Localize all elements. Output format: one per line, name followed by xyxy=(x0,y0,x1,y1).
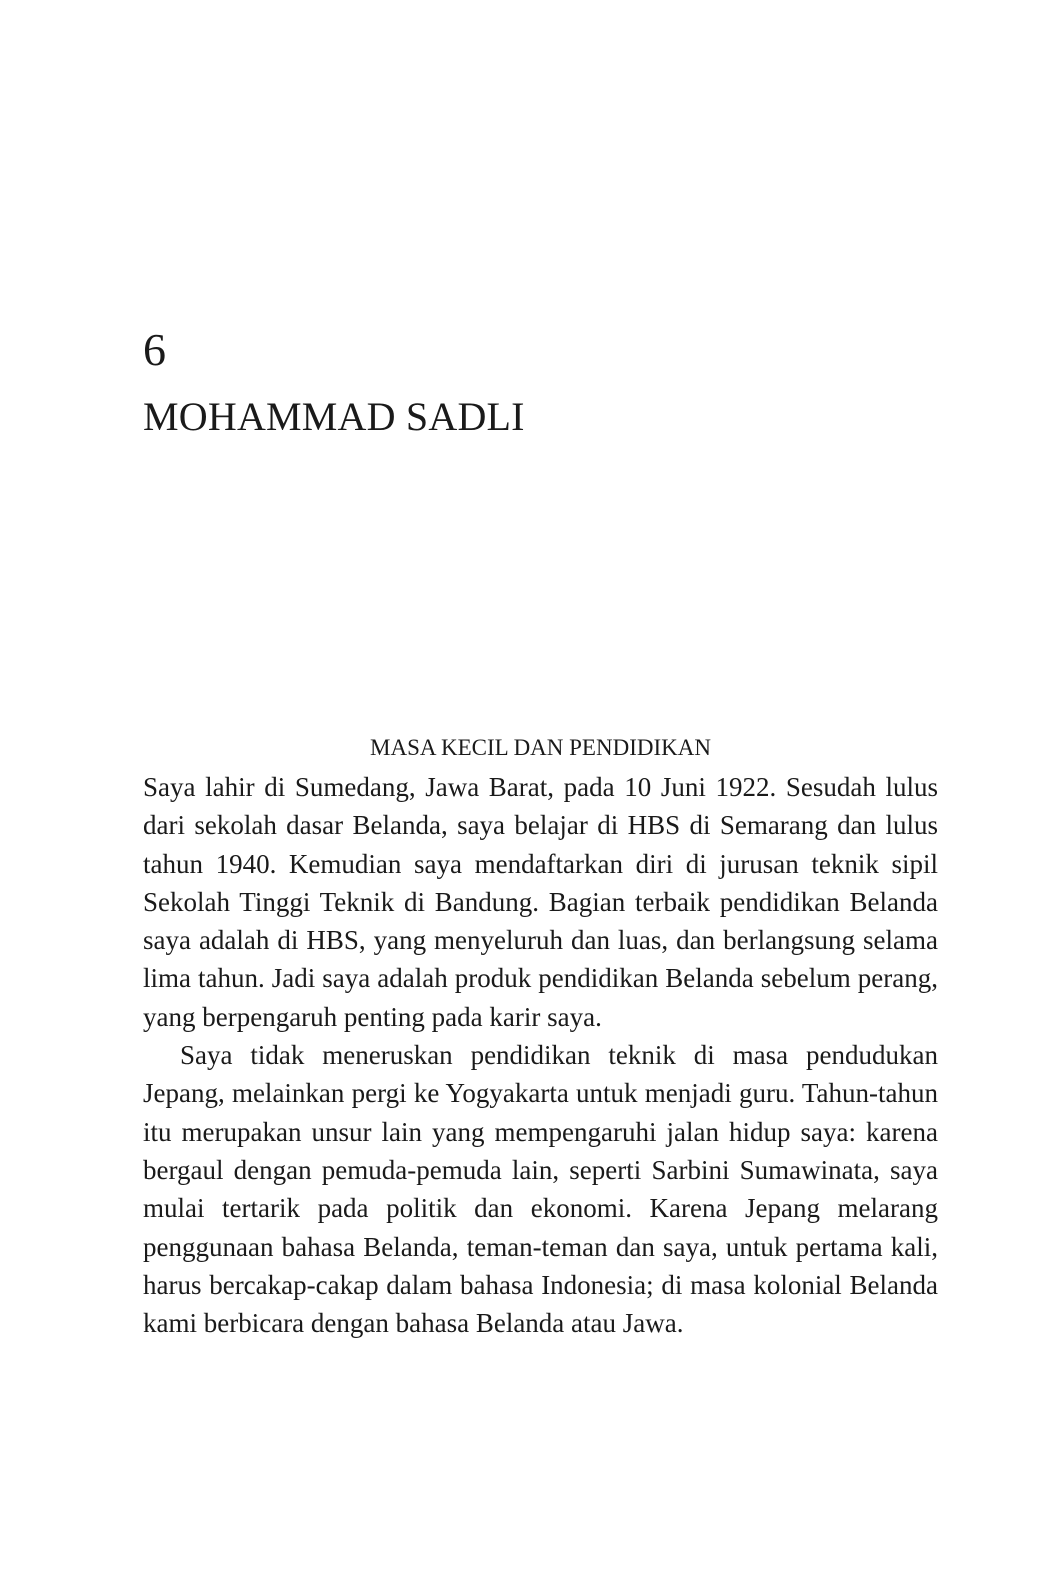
section-heading: MASA KECIL DAN PENDIDIKAN xyxy=(370,735,711,760)
chapter-title: MOHAMMAD SADLI xyxy=(143,394,525,439)
chapter-number: 6 xyxy=(143,324,166,375)
paragraph-1: Saya lahir di Sumedang, Jawa Barat, pada 10 Juni 1922. Sesudah lulus dari sekolah dasar Belanda, saya belajar di HBS di Semarang dan lulus tahun 1940. Kemudian saya mendaftarkan diri di jurusan teknik sipil Sekolah Tinggi Teknik di Bandung. Bagian terbaik pendidikan Belanda saya adalah di HBS, yang menyeluruh dan luas, dan berlangsung selama lima tahun. Jadi saya adalah produk pendidikan Belanda sebelum perang, yang berpengaruh penting pada karir saya. xyxy=(143,772,938,1032)
paragraph-2: Saya tidak meneruskan pendidikan teknik di masa pendudukan Jepang, melainkan pergi ke Yogyakarta untuk menjadi guru. Tahun-tahun itu merupakan unsur lain yang mempengaruhi jalan hidup saya: karena bergaul dengan pemuda-pemuda lain, seperti Sarbini Sumawinata, saya mulai tertarik pada politik dan ekonomi. Karena Jepang melarang penggunaan bahasa Belanda, teman-teman dan saya, untuk pertama kali, harus bercakap-cakap dalam bahasa Indonesia; di masa kolonial Belanda kami berbicara dengan bahasa Belanda atau Jawa. xyxy=(143,1040,938,1339)
body-text xyxy=(143,768,938,1342)
